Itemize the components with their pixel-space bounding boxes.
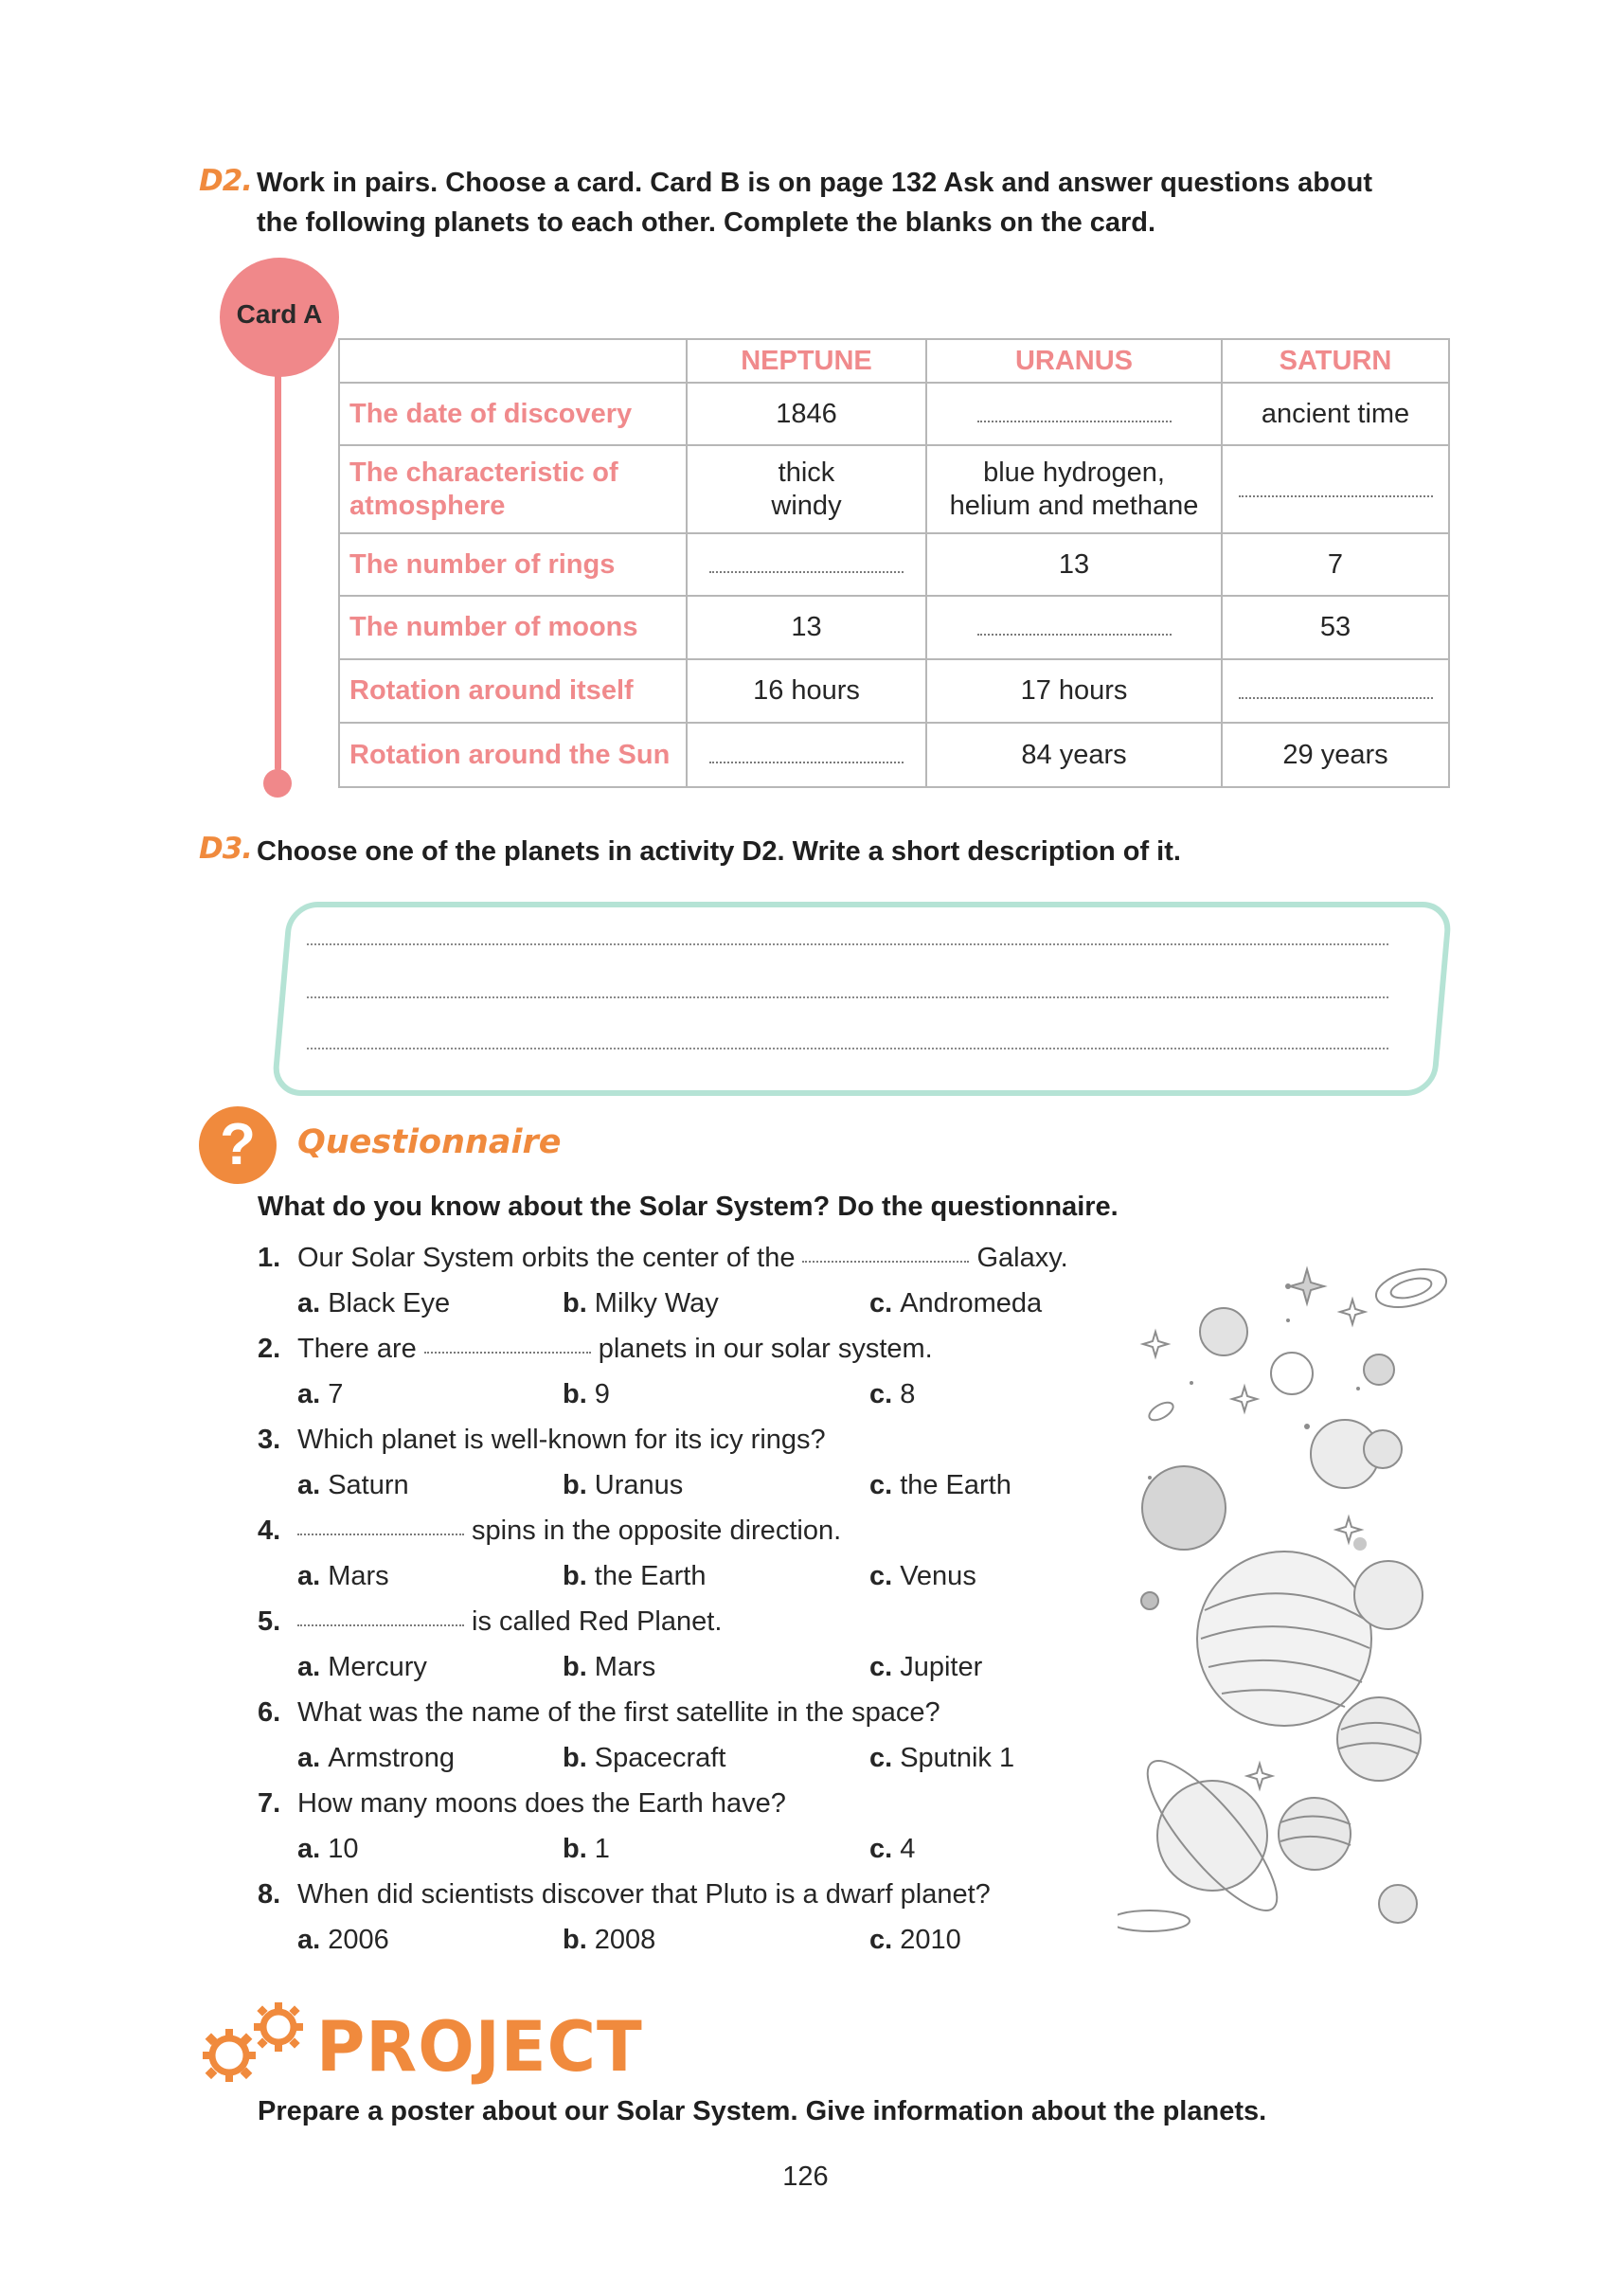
option-letter: b. [563, 1470, 587, 1500]
gears-icon [195, 1997, 318, 2088]
card-a-label: Card A [236, 299, 323, 329]
option-a[interactable] [297, 1923, 389, 1957]
question-number: 8. [258, 1879, 281, 1910]
option-letter: a. [297, 1652, 321, 1682]
cell-line2: windy [771, 490, 842, 521]
answer-blank[interactable] [297, 1619, 464, 1626]
cell: 17 hours [926, 659, 1222, 723]
option-letter: c. [869, 1288, 893, 1318]
table-row [339, 533, 1449, 596]
option-letter: c. [869, 1743, 893, 1773]
header-neptune: NEPTUNE [687, 339, 926, 383]
option-b[interactable] [563, 1468, 683, 1502]
option-letter: a. [297, 1834, 321, 1864]
cell [687, 445, 926, 533]
option-letter: b. [563, 1561, 587, 1591]
questionnaire-title: Questionnaire [297, 1123, 562, 1161]
writing-box[interactable] [271, 902, 1453, 1096]
question-text-pre: There are [297, 1334, 417, 1364]
option-text: 2008 [594, 1925, 656, 1955]
option-letter: b. [563, 1925, 587, 1955]
option-text: 8 [900, 1379, 916, 1409]
cell: 53 [1222, 596, 1449, 659]
question-text [297, 1241, 1068, 1275]
question-text: When did scientists discover that Pluto is a dwarf planet? [297, 1879, 991, 1910]
d3-instruction: Choose one of the planets in activity D2. Write a short description of it. [257, 836, 1181, 867]
d2-instruction-line1: Work in pairs. Choose a card. Card B is on page 132 Ask and answer questions about [257, 168, 1373, 198]
row-label [339, 445, 687, 533]
option-c[interactable] [869, 1468, 1011, 1502]
d3-badge: D3. [199, 832, 253, 866]
option-text: Armstrong [328, 1743, 455, 1773]
question-text [297, 1514, 841, 1548]
card-a-pin-stem [275, 371, 281, 771]
cell: ancient time [1222, 383, 1449, 445]
option-b[interactable] [563, 1377, 610, 1411]
option-letter: a. [297, 1470, 321, 1500]
question-text-pre: Our Solar System orbits the center of the [297, 1243, 796, 1273]
planets-illustration [1118, 1241, 1459, 1961]
cell: 29 years [1222, 723, 1449, 787]
question-text-post: is called Red Planet. [472, 1606, 723, 1637]
cell-line2: helium and methane [949, 490, 1199, 521]
option-letter: a. [297, 1925, 321, 1955]
option-text: Andromeda [900, 1288, 1043, 1318]
question-text: What was the name of the first satellite in the space? [297, 1697, 940, 1728]
option-text: Mercury [328, 1652, 427, 1682]
option-text: Spacecraft [594, 1743, 726, 1773]
option-text: Saturn [328, 1470, 409, 1500]
answer-blank[interactable] [297, 1528, 464, 1535]
question-number: 3. [258, 1425, 281, 1455]
card-a-pin-drop [263, 769, 292, 798]
row-label-line2: atmosphere [349, 490, 506, 521]
option-letter: c. [869, 1379, 893, 1409]
cell: 84 years [926, 723, 1222, 787]
writing-line[interactable] [307, 996, 1388, 998]
writing-line[interactable] [307, 943, 1388, 945]
option-letter: c. [869, 1561, 893, 1591]
row-label: The date of discovery [339, 383, 687, 445]
blank-cell[interactable] [687, 723, 926, 787]
option-a[interactable] [297, 1832, 358, 1866]
cell: 13 [687, 596, 926, 659]
option-text: Mars [328, 1561, 389, 1591]
project-instruction: Prepare a poster about our Solar System. Give information about the planets. [258, 2096, 1267, 2126]
cell-line1: blue hydrogen, [983, 457, 1165, 488]
option-b[interactable] [563, 1650, 655, 1684]
question-text-post: planets in our solar system. [598, 1334, 933, 1364]
table-row [339, 659, 1449, 723]
question-text-post: Galaxy. [976, 1243, 1068, 1273]
blank-line [709, 756, 904, 763]
question-number: 6. [258, 1697, 281, 1728]
table-row [339, 383, 1449, 445]
option-letter: a. [297, 1288, 321, 1318]
option-a[interactable] [297, 1650, 427, 1684]
option-letter: a. [297, 1379, 321, 1409]
page-number: 126 [782, 2161, 829, 2192]
option-a[interactable] [297, 1468, 409, 1502]
option-text: Black Eye [328, 1288, 451, 1318]
blank-line [977, 415, 1172, 422]
option-letter: a. [297, 1561, 321, 1591]
option-letter: a. [297, 1743, 321, 1773]
question-text [297, 1332, 933, 1366]
option-a[interactable] [297, 1559, 389, 1593]
blank-line [1239, 490, 1433, 497]
row-label-line1: The characteristic of [349, 457, 618, 488]
option-c[interactable] [869, 1923, 961, 1957]
cell: 13 [926, 533, 1222, 596]
row-label: The number of moons [339, 596, 687, 659]
option-b[interactable] [563, 1559, 706, 1593]
option-text: 10 [328, 1834, 359, 1864]
option-letter: b. [563, 1743, 587, 1773]
d2-instruction-line2: the following planets to each other. Complete the blanks on the card. [257, 207, 1156, 238]
table-row [339, 596, 1449, 659]
question-number: 5. [258, 1606, 281, 1637]
question-number: 7. [258, 1788, 281, 1819]
option-text: Venus [900, 1561, 976, 1591]
table-row [339, 445, 1449, 533]
option-text: 9 [594, 1379, 610, 1409]
header-empty [339, 339, 687, 383]
option-text: Milky Way [594, 1288, 719, 1318]
question-icon: ? [199, 1106, 277, 1184]
question-text: How many moons does the Earth have? [297, 1788, 786, 1819]
option-b[interactable] [563, 1741, 725, 1775]
row-label: The number of rings [339, 533, 687, 596]
option-letter: c. [869, 1652, 893, 1682]
questionnaire-instruction: What do you know about the Solar System? Do the questionnaire. [258, 1192, 1119, 1222]
table-row [339, 723, 1449, 787]
option-a[interactable] [297, 1286, 450, 1320]
option-text: Uranus [594, 1470, 684, 1500]
card-a-table [338, 338, 1450, 788]
option-letter: c. [869, 1470, 893, 1500]
option-text: Jupiter [900, 1652, 983, 1682]
option-letter: c. [869, 1834, 893, 1864]
card-a-pin [220, 258, 339, 377]
question-number: 4. [258, 1516, 281, 1546]
option-b[interactable] [563, 1832, 610, 1866]
d2-badge: D2. [199, 164, 253, 198]
cell [926, 445, 1222, 533]
option-a[interactable] [297, 1377, 343, 1411]
option-b[interactable] [563, 1923, 655, 1957]
blank-cell[interactable] [926, 596, 1222, 659]
option-text: Mars [594, 1652, 656, 1682]
option-c[interactable] [869, 1286, 1042, 1320]
option-c[interactable] [869, 1559, 976, 1593]
option-letter: b. [563, 1379, 587, 1409]
option-c[interactable] [869, 1650, 982, 1684]
option-b[interactable] [563, 1286, 719, 1320]
blank-cell[interactable] [687, 533, 926, 596]
option-text: the Earth [594, 1561, 707, 1591]
table-header-row [339, 339, 1449, 383]
option-a[interactable] [297, 1741, 455, 1775]
blank-cell[interactable] [1222, 445, 1449, 533]
option-text: 7 [328, 1379, 344, 1409]
option-c[interactable] [869, 1741, 1014, 1775]
question-number: 2. [258, 1334, 281, 1364]
blank-cell[interactable] [926, 383, 1222, 445]
cell: 16 hours [687, 659, 926, 723]
d2-instruction [257, 163, 1372, 242]
blank-line [1239, 691, 1433, 699]
option-text: 2006 [328, 1925, 389, 1955]
row-label: Rotation around the Sun [339, 723, 687, 787]
option-text: 2010 [900, 1925, 961, 1955]
option-text: 4 [900, 1834, 916, 1864]
blank-line [977, 628, 1172, 636]
row-label: Rotation around itself [339, 659, 687, 723]
question-number: 1. [258, 1243, 281, 1273]
option-letter: b. [563, 1652, 587, 1682]
question-text [297, 1605, 722, 1639]
writing-line[interactable] [307, 1048, 1388, 1049]
cell: 7 [1222, 533, 1449, 596]
option-text: 1 [594, 1834, 610, 1864]
answer-blank[interactable] [802, 1255, 969, 1263]
option-letter: b. [563, 1288, 587, 1318]
cell-line1: thick [778, 457, 835, 488]
header-saturn: SATURN [1222, 339, 1449, 383]
cell: 1846 [687, 383, 926, 445]
option-c[interactable] [869, 1377, 915, 1411]
question-text: Which planet is well-known for its icy rings? [297, 1425, 826, 1455]
answer-blank[interactable] [424, 1346, 591, 1354]
option-letter: c. [869, 1925, 893, 1955]
project-title: PROJECT [316, 2005, 643, 2089]
question-text-post: spins in the opposite direction. [472, 1516, 842, 1546]
blank-cell[interactable] [1222, 659, 1449, 723]
header-uranus: URANUS [926, 339, 1222, 383]
option-text: the Earth [900, 1470, 1011, 1500]
option-c[interactable] [869, 1832, 915, 1866]
option-text: Sputnik 1 [900, 1743, 1015, 1773]
option-letter: b. [563, 1834, 587, 1864]
blank-line [709, 565, 904, 573]
